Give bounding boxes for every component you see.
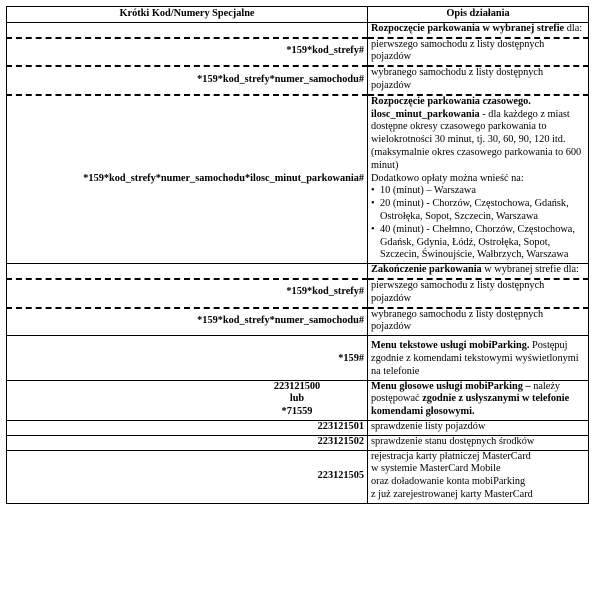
table-row [7,435,589,450]
description-cell: pierwszego samochodu z listy dostępnych pojazdów [368,279,589,308]
table-row [7,66,589,95]
table-row [7,336,589,380]
code-cell: 223121505 [7,450,368,503]
code-cell: *159*kod_strefy# [7,38,368,67]
table-row [7,95,589,264]
column-header-codes: Krótki Kod/Numery Specjalne [7,7,368,23]
fee-options-list [371,185,585,262]
description-cell: sprawdzenie listy pojazdów [368,420,589,435]
short-codes-table [6,6,589,504]
start-parking-heading: Rozpoczęcie parkowania w wybranej strefie [371,22,565,34]
table-row [7,279,589,308]
end-parking-heading-rest: w wybranej strefie dla: [481,264,579,276]
table-row [7,264,589,279]
description-cell: wybranego samochodu z listy dostępnych pojazdów [368,308,589,336]
voice-number: 223121500 [273,380,321,392]
table-header-row [7,7,589,23]
text-menu-desc: Postępuj zgodnie z komendami tekstowymi wyświetlonymi na telefonie [371,340,579,377]
description-cell: sprawdzenie stanu dostępnych środków [368,435,589,450]
code-cell: 223121502 [7,435,368,450]
code-cell: 223121501 [7,420,368,435]
description-cell [368,95,589,264]
code-cell-empty [7,264,368,279]
description-cell [368,450,589,503]
table-row [7,308,589,336]
table-row [7,38,589,67]
voice-short-code: *71559 [281,406,313,418]
description-cell [368,380,589,420]
code-cell: *159*kod_strefy*numer_samochodu*ilosc_minut_parkowania# [7,95,368,264]
card-registration-line: rejestracja karty płatniczej MasterCard [371,450,531,462]
code-cell: *159*kod_strefy*numer_samochodu# [7,308,368,336]
description-cell [368,22,589,37]
timed-parking-extra: Dodatkowo opłaty można wnieść na: [371,172,524,184]
start-parking-heading-rest: dla: [564,22,583,34]
description-cell: pierwszego samochodu z listy dostępnych pojazdów [368,38,589,67]
code-cell: *159*kod_strefy*numer_samochodu# [7,66,368,95]
timed-parking-title: Rozpoczęcie parkowania czasowego. [371,95,531,107]
card-registration-line: w systemie MasterCard Mobile [371,463,501,475]
text-menu-heading: Menu tekstowe usługi mobiParking. [371,340,530,352]
card-registration-line: oraz doładowanie konta mobiParking [371,476,526,488]
code-cell [7,380,368,420]
table-row [7,22,589,37]
table-row [7,420,589,435]
description-cell: wybranego samochodu z listy dostępnych pojazdów [368,66,589,95]
description-cell [368,336,589,380]
timed-parking-param: ilosc_minut_parkowania [371,108,480,120]
document-page [6,6,588,504]
list-item: • 20 (minut) - Chorzów, Częstochowa, Gdańsk, Ostrołęka, Sopot, Szczecin, Warszawa [371,198,585,224]
list-item: • 10 (minut) – Warszawa [371,185,585,198]
description-cell [368,264,589,279]
voice-menu-heading: Menu głosowe usługi mobiParking – [371,380,531,392]
column-header-description: Opis działania [368,7,589,23]
table-row [7,380,589,420]
code-cell-empty [7,22,368,37]
code-cell: *159# [7,336,368,380]
voice-menu-mid: należy postępować [371,380,561,405]
list-item: • 40 (minut) - Chełmno, Chorzów, Częstochowa, Gdańsk, Gdynia, Łódź, Ostrołęka, Sopot, Szczecin, Świnoujście, Wałbrzych, Warszawa [371,224,585,262]
voice-or: lub [289,393,305,405]
timed-parking-param-desc: - dla każdego z miast dostępne okresy czasowego parkowania to wielokrotności 30 minut, tj. 30, 60, 90, 120 itd. (maksymalnie okres czasowego parkowania to 600 minut) [371,108,582,171]
card-registration-line: z już zarejestrowanej karty MasterCard [371,488,533,500]
code-cell: *159*kod_strefy# [7,279,368,308]
end-parking-heading: Zakończenie parkowania [371,264,482,276]
voice-menu-bold-tail: zgodnie z usłyszanymi w telefonie komendami głosowymi. [371,393,570,418]
table-row [7,450,589,503]
